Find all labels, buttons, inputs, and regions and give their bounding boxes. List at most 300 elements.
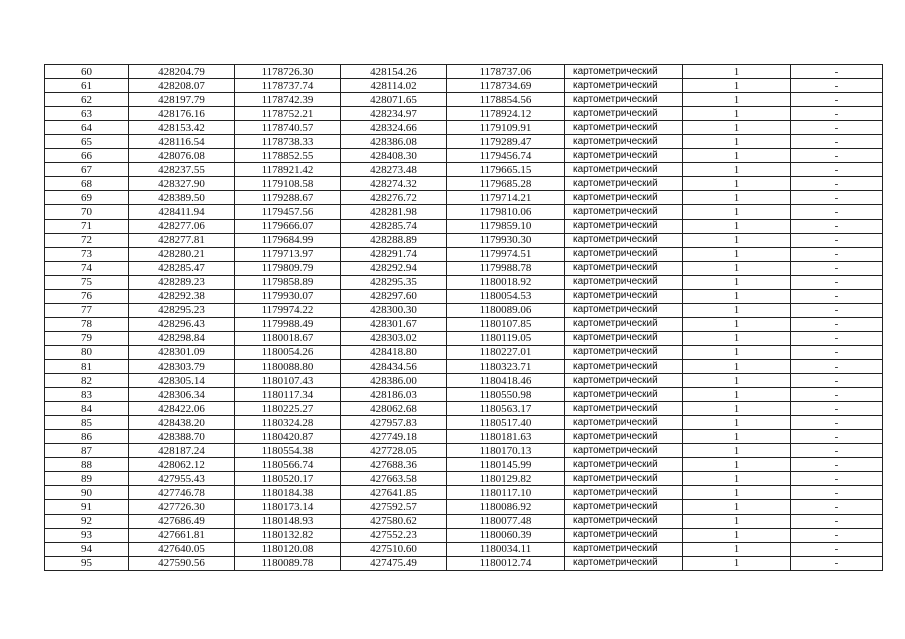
table-row xyxy=(45,472,883,486)
accuracy-cell: 1 xyxy=(683,458,791,472)
point-number-cell: 79 xyxy=(45,331,129,345)
y-old-cell: 1180089.78 xyxy=(235,556,341,570)
x-new-cell: 428434.56 xyxy=(341,359,447,373)
y-new-cell: 1179859.10 xyxy=(447,219,565,233)
y-new-cell: 1178924.12 xyxy=(447,107,565,121)
table-row xyxy=(45,486,883,500)
table-row xyxy=(45,163,883,177)
y-new-cell: 1180170.13 xyxy=(447,444,565,458)
note-cell: - xyxy=(791,205,883,219)
method-cell: картометрический xyxy=(565,93,683,107)
note-cell: - xyxy=(791,303,883,317)
table-row xyxy=(45,121,883,135)
y-old-cell: 1179684.99 xyxy=(235,233,341,247)
method-cell: картометрический xyxy=(565,317,683,331)
point-number-cell: 60 xyxy=(45,65,129,79)
note-cell: - xyxy=(791,219,883,233)
point-number-cell: 88 xyxy=(45,458,129,472)
y-new-cell: 1180227.01 xyxy=(447,345,565,359)
y-old-cell: 1178738.33 xyxy=(235,135,341,149)
note-cell: - xyxy=(791,163,883,177)
note-cell: - xyxy=(791,135,883,149)
point-number-cell: 91 xyxy=(45,500,129,514)
point-number-cell: 80 xyxy=(45,345,129,359)
y-new-cell: 1179289.47 xyxy=(447,135,565,149)
point-number-cell: 87 xyxy=(45,444,129,458)
x-old-cell: 428204.79 xyxy=(129,65,235,79)
note-cell: - xyxy=(791,149,883,163)
y-old-cell: 1178726.30 xyxy=(235,65,341,79)
x-new-cell: 427641.85 xyxy=(341,486,447,500)
point-number-cell: 95 xyxy=(45,556,129,570)
y-old-cell: 1180117.34 xyxy=(235,388,341,402)
x-old-cell: 428277.81 xyxy=(129,233,235,247)
point-number-cell: 70 xyxy=(45,205,129,219)
note-cell: - xyxy=(791,345,883,359)
method-cell: картометрический xyxy=(565,359,683,373)
table-row xyxy=(45,359,883,373)
x-old-cell: 428176.16 xyxy=(129,107,235,121)
table-row xyxy=(45,261,883,275)
accuracy-cell: 1 xyxy=(683,430,791,444)
y-old-cell: 1179713.97 xyxy=(235,247,341,261)
x-old-cell: 428298.84 xyxy=(129,331,235,345)
point-number-cell: 82 xyxy=(45,374,129,388)
y-old-cell: 1180148.93 xyxy=(235,514,341,528)
accuracy-cell: 1 xyxy=(683,416,791,430)
point-number-cell: 85 xyxy=(45,416,129,430)
y-new-cell: 1180181.63 xyxy=(447,430,565,444)
x-new-cell: 427688.36 xyxy=(341,458,447,472)
x-new-cell: 428301.67 xyxy=(341,317,447,331)
x-new-cell: 428186.03 xyxy=(341,388,447,402)
method-cell: картометрический xyxy=(565,247,683,261)
point-number-cell: 64 xyxy=(45,121,129,135)
method-cell: картометрический xyxy=(565,205,683,219)
y-old-cell: 1179930.07 xyxy=(235,289,341,303)
accuracy-cell: 1 xyxy=(683,388,791,402)
y-old-cell: 1180225.27 xyxy=(235,402,341,416)
table-row xyxy=(45,303,883,317)
accuracy-cell: 1 xyxy=(683,472,791,486)
y-old-cell: 1178921.42 xyxy=(235,163,341,177)
x-old-cell: 428062.12 xyxy=(129,458,235,472)
x-old-cell: 428305.14 xyxy=(129,374,235,388)
y-old-cell: 1179457.56 xyxy=(235,205,341,219)
table-body xyxy=(45,65,883,571)
note-cell: - xyxy=(791,107,883,121)
y-old-cell: 1179809.79 xyxy=(235,261,341,275)
method-cell: картометрический xyxy=(565,472,683,486)
note-cell: - xyxy=(791,458,883,472)
x-new-cell: 428303.02 xyxy=(341,331,447,345)
x-new-cell: 428276.72 xyxy=(341,191,447,205)
point-number-cell: 81 xyxy=(45,359,129,373)
accuracy-cell: 1 xyxy=(683,345,791,359)
x-new-cell: 428297.60 xyxy=(341,289,447,303)
note-cell: - xyxy=(791,261,883,275)
method-cell: картометрический xyxy=(565,528,683,542)
point-number-cell: 77 xyxy=(45,303,129,317)
x-new-cell: 427592.57 xyxy=(341,500,447,514)
x-new-cell: 428274.32 xyxy=(341,177,447,191)
y-old-cell: 1180132.82 xyxy=(235,528,341,542)
method-cell: картометрический xyxy=(565,303,683,317)
y-new-cell: 1180418.46 xyxy=(447,374,565,388)
note-cell: - xyxy=(791,317,883,331)
x-new-cell: 428288.89 xyxy=(341,233,447,247)
y-new-cell: 1179456.74 xyxy=(447,149,565,163)
table-row xyxy=(45,388,883,402)
coordinates-table xyxy=(44,64,883,571)
x-new-cell: 428291.74 xyxy=(341,247,447,261)
x-new-cell: 428114.02 xyxy=(341,79,447,93)
accuracy-cell: 1 xyxy=(683,121,791,135)
accuracy-cell: 1 xyxy=(683,177,791,191)
accuracy-cell: 1 xyxy=(683,289,791,303)
method-cell: картометрический xyxy=(565,556,683,570)
y-old-cell: 1180554.38 xyxy=(235,444,341,458)
y-new-cell: 1180086.92 xyxy=(447,500,565,514)
y-new-cell: 1180323.71 xyxy=(447,359,565,373)
point-number-cell: 73 xyxy=(45,247,129,261)
point-number-cell: 92 xyxy=(45,514,129,528)
x-old-cell: 428076.08 xyxy=(129,149,235,163)
table-row xyxy=(45,345,883,359)
table-row xyxy=(45,374,883,388)
accuracy-cell: 1 xyxy=(683,500,791,514)
accuracy-cell: 1 xyxy=(683,261,791,275)
method-cell: картометрический xyxy=(565,514,683,528)
y-new-cell: 1180018.92 xyxy=(447,275,565,289)
table-row xyxy=(45,317,883,331)
x-old-cell: 428411.94 xyxy=(129,205,235,219)
method-cell: картометрический xyxy=(565,121,683,135)
y-old-cell: 1178852.55 xyxy=(235,149,341,163)
x-old-cell: 427726.30 xyxy=(129,500,235,514)
x-old-cell: 427661.81 xyxy=(129,528,235,542)
accuracy-cell: 1 xyxy=(683,93,791,107)
x-old-cell: 428301.09 xyxy=(129,345,235,359)
x-new-cell: 427663.58 xyxy=(341,472,447,486)
note-cell: - xyxy=(791,374,883,388)
accuracy-cell: 1 xyxy=(683,542,791,556)
x-old-cell: 428327.90 xyxy=(129,177,235,191)
accuracy-cell: 1 xyxy=(683,205,791,219)
note-cell: - xyxy=(791,247,883,261)
method-cell: картометрический xyxy=(565,458,683,472)
note-cell: - xyxy=(791,388,883,402)
x-new-cell: 428281.98 xyxy=(341,205,447,219)
x-new-cell: 428324.66 xyxy=(341,121,447,135)
note-cell: - xyxy=(791,416,883,430)
y-old-cell: 1180520.17 xyxy=(235,472,341,486)
table-row xyxy=(45,430,883,444)
note-cell: - xyxy=(791,331,883,345)
point-number-cell: 62 xyxy=(45,93,129,107)
note-cell: - xyxy=(791,359,883,373)
point-number-cell: 93 xyxy=(45,528,129,542)
y-new-cell: 1179685.28 xyxy=(447,177,565,191)
point-number-cell: 65 xyxy=(45,135,129,149)
x-new-cell: 428062.68 xyxy=(341,402,447,416)
table-row xyxy=(45,191,883,205)
y-old-cell: 1180120.08 xyxy=(235,542,341,556)
accuracy-cell: 1 xyxy=(683,233,791,247)
method-cell: картометрический xyxy=(565,191,683,205)
method-cell: картометрический xyxy=(565,402,683,416)
accuracy-cell: 1 xyxy=(683,556,791,570)
note-cell: - xyxy=(791,486,883,500)
x-old-cell: 428303.79 xyxy=(129,359,235,373)
point-number-cell: 76 xyxy=(45,289,129,303)
y-old-cell: 1180018.67 xyxy=(235,331,341,345)
accuracy-cell: 1 xyxy=(683,374,791,388)
x-old-cell: 428277.06 xyxy=(129,219,235,233)
accuracy-cell: 1 xyxy=(683,219,791,233)
x-old-cell: 427640.05 xyxy=(129,542,235,556)
y-new-cell: 1179930.30 xyxy=(447,233,565,247)
y-new-cell: 1180119.05 xyxy=(447,331,565,345)
table-row xyxy=(45,79,883,93)
method-cell: картометрический xyxy=(565,79,683,93)
method-cell: картометрический xyxy=(565,388,683,402)
method-cell: картометрический xyxy=(565,275,683,289)
method-cell: картометрический xyxy=(565,163,683,177)
table-row xyxy=(45,416,883,430)
table-row xyxy=(45,149,883,163)
table-row xyxy=(45,135,883,149)
x-old-cell: 427686.49 xyxy=(129,514,235,528)
method-cell: картометрический xyxy=(565,486,683,500)
point-number-cell: 68 xyxy=(45,177,129,191)
table-row xyxy=(45,233,883,247)
x-new-cell: 428234.97 xyxy=(341,107,447,121)
y-old-cell: 1180184.38 xyxy=(235,486,341,500)
accuracy-cell: 1 xyxy=(683,303,791,317)
accuracy-cell: 1 xyxy=(683,135,791,149)
accuracy-cell: 1 xyxy=(683,514,791,528)
table-row xyxy=(45,275,883,289)
note-cell: - xyxy=(791,514,883,528)
accuracy-cell: 1 xyxy=(683,275,791,289)
x-old-cell: 427955.43 xyxy=(129,472,235,486)
note-cell: - xyxy=(791,93,883,107)
note-cell: - xyxy=(791,444,883,458)
y-old-cell: 1180324.28 xyxy=(235,416,341,430)
table-row xyxy=(45,107,883,121)
accuracy-cell: 1 xyxy=(683,163,791,177)
method-cell: картометрический xyxy=(565,65,683,79)
y-new-cell: 1179988.78 xyxy=(447,261,565,275)
x-new-cell: 427728.05 xyxy=(341,444,447,458)
x-old-cell: 428208.07 xyxy=(129,79,235,93)
x-old-cell: 428296.43 xyxy=(129,317,235,331)
y-old-cell: 1180420.87 xyxy=(235,430,341,444)
y-new-cell: 1180517.40 xyxy=(447,416,565,430)
y-old-cell: 1180054.26 xyxy=(235,345,341,359)
method-cell: картометрический xyxy=(565,135,683,149)
table-row xyxy=(45,514,883,528)
y-new-cell: 1180563.17 xyxy=(447,402,565,416)
method-cell: картометрический xyxy=(565,149,683,163)
point-number-cell: 61 xyxy=(45,79,129,93)
x-old-cell: 428388.70 xyxy=(129,430,235,444)
point-number-cell: 74 xyxy=(45,261,129,275)
y-new-cell: 1180550.98 xyxy=(447,388,565,402)
x-new-cell: 427749.18 xyxy=(341,430,447,444)
note-cell: - xyxy=(791,275,883,289)
y-old-cell: 1180566.74 xyxy=(235,458,341,472)
note-cell: - xyxy=(791,79,883,93)
x-old-cell: 428197.79 xyxy=(129,93,235,107)
x-new-cell: 428273.48 xyxy=(341,163,447,177)
accuracy-cell: 1 xyxy=(683,317,791,331)
accuracy-cell: 1 xyxy=(683,486,791,500)
note-cell: - xyxy=(791,402,883,416)
y-old-cell: 1179288.67 xyxy=(235,191,341,205)
note-cell: - xyxy=(791,500,883,514)
method-cell: картометрический xyxy=(565,430,683,444)
x-new-cell: 427510.60 xyxy=(341,542,447,556)
y-new-cell: 1179810.06 xyxy=(447,205,565,219)
x-old-cell: 428292.38 xyxy=(129,289,235,303)
accuracy-cell: 1 xyxy=(683,402,791,416)
point-number-cell: 83 xyxy=(45,388,129,402)
x-new-cell: 428071.65 xyxy=(341,93,447,107)
x-old-cell: 428389.50 xyxy=(129,191,235,205)
table-row xyxy=(45,219,883,233)
x-old-cell: 427746.78 xyxy=(129,486,235,500)
x-new-cell: 427957.83 xyxy=(341,416,447,430)
y-old-cell: 1179108.58 xyxy=(235,177,341,191)
y-old-cell: 1179988.49 xyxy=(235,317,341,331)
table-row xyxy=(45,458,883,472)
x-new-cell: 428418.80 xyxy=(341,345,447,359)
y-old-cell: 1180173.14 xyxy=(235,500,341,514)
method-cell: картометрический xyxy=(565,416,683,430)
x-new-cell: 428386.00 xyxy=(341,374,447,388)
note-cell: - xyxy=(791,177,883,191)
method-cell: картометрический xyxy=(565,289,683,303)
x-old-cell: 428116.54 xyxy=(129,135,235,149)
y-old-cell: 1178752.21 xyxy=(235,107,341,121)
x-new-cell: 428285.74 xyxy=(341,219,447,233)
x-old-cell: 428153.42 xyxy=(129,121,235,135)
x-new-cell: 427475.49 xyxy=(341,556,447,570)
x-new-cell: 428292.94 xyxy=(341,261,447,275)
y-new-cell: 1179665.15 xyxy=(447,163,565,177)
x-old-cell: 428306.34 xyxy=(129,388,235,402)
note-cell: - xyxy=(791,191,883,205)
method-cell: картометрический xyxy=(565,107,683,121)
method-cell: картометрический xyxy=(565,500,683,514)
point-number-cell: 94 xyxy=(45,542,129,556)
accuracy-cell: 1 xyxy=(683,528,791,542)
table-row xyxy=(45,65,883,79)
note-cell: - xyxy=(791,233,883,247)
table-row xyxy=(45,528,883,542)
y-old-cell: 1179858.89 xyxy=(235,275,341,289)
accuracy-cell: 1 xyxy=(683,444,791,458)
table-row xyxy=(45,542,883,556)
y-old-cell: 1179666.07 xyxy=(235,219,341,233)
y-new-cell: 1178734.69 xyxy=(447,79,565,93)
table-row xyxy=(45,177,883,191)
y-new-cell: 1180145.99 xyxy=(447,458,565,472)
point-number-cell: 75 xyxy=(45,275,129,289)
y-new-cell: 1179974.51 xyxy=(447,247,565,261)
method-cell: картометрический xyxy=(565,444,683,458)
x-old-cell: 428289.23 xyxy=(129,275,235,289)
y-new-cell: 1180107.85 xyxy=(447,317,565,331)
accuracy-cell: 1 xyxy=(683,359,791,373)
table-row xyxy=(45,500,883,514)
note-cell: - xyxy=(791,430,883,444)
point-number-cell: 63 xyxy=(45,107,129,121)
note-cell: - xyxy=(791,65,883,79)
y-old-cell: 1179974.22 xyxy=(235,303,341,317)
x-old-cell: 428438.20 xyxy=(129,416,235,430)
table-row xyxy=(45,93,883,107)
y-new-cell: 1180089.06 xyxy=(447,303,565,317)
y-new-cell: 1180117.10 xyxy=(447,486,565,500)
accuracy-cell: 1 xyxy=(683,331,791,345)
table-row xyxy=(45,289,883,303)
note-cell: - xyxy=(791,289,883,303)
note-cell: - xyxy=(791,542,883,556)
point-number-cell: 86 xyxy=(45,430,129,444)
point-number-cell: 78 xyxy=(45,317,129,331)
note-cell: - xyxy=(791,528,883,542)
point-number-cell: 67 xyxy=(45,163,129,177)
accuracy-cell: 1 xyxy=(683,191,791,205)
y-old-cell: 1178737.74 xyxy=(235,79,341,93)
x-old-cell: 428422.06 xyxy=(129,402,235,416)
point-number-cell: 66 xyxy=(45,149,129,163)
x-old-cell: 428295.23 xyxy=(129,303,235,317)
point-number-cell: 90 xyxy=(45,486,129,500)
x-old-cell: 428237.55 xyxy=(129,163,235,177)
method-cell: картометрический xyxy=(565,177,683,191)
x-new-cell: 428300.30 xyxy=(341,303,447,317)
y-old-cell: 1178740.57 xyxy=(235,121,341,135)
accuracy-cell: 1 xyxy=(683,149,791,163)
method-cell: картометрический xyxy=(565,374,683,388)
table-row xyxy=(45,331,883,345)
point-number-cell: 89 xyxy=(45,472,129,486)
note-cell: - xyxy=(791,556,883,570)
y-new-cell: 1180034.11 xyxy=(447,542,565,556)
point-number-cell: 72 xyxy=(45,233,129,247)
table-row xyxy=(45,205,883,219)
y-new-cell: 1178737.06 xyxy=(447,65,565,79)
point-number-cell: 71 xyxy=(45,219,129,233)
x-new-cell: 428295.35 xyxy=(341,275,447,289)
method-cell: картометрический xyxy=(565,331,683,345)
method-cell: картометрический xyxy=(565,219,683,233)
accuracy-cell: 1 xyxy=(683,65,791,79)
table-row xyxy=(45,556,883,570)
x-new-cell: 428154.26 xyxy=(341,65,447,79)
table-row xyxy=(45,402,883,416)
y-new-cell: 1178854.56 xyxy=(447,93,565,107)
x-old-cell: 428187.24 xyxy=(129,444,235,458)
y-new-cell: 1180077.48 xyxy=(447,514,565,528)
y-old-cell: 1178742.39 xyxy=(235,93,341,107)
method-cell: картометрический xyxy=(565,233,683,247)
x-new-cell: 427552.23 xyxy=(341,528,447,542)
